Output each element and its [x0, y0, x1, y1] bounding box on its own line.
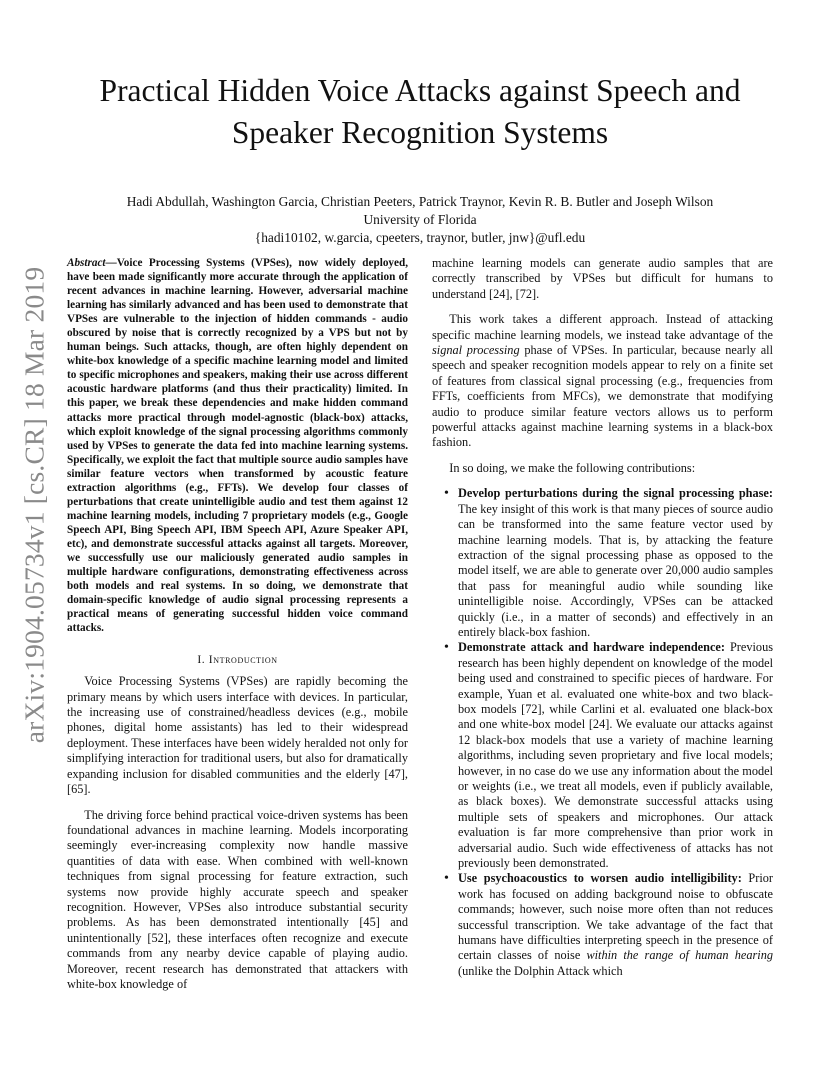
p3-text-a: This work takes a different approach. Instead of attacking specific machine learning models, we instead take advantage of the [432, 312, 773, 342]
contribution-title: Use psychoacoustics to worsen audio intelligibility: [458, 871, 742, 886]
intro-paragraph-4: In so doing, we make the following contributions: [449, 460, 696, 475]
intro-paragraph-3 [432, 312, 773, 451]
contribution-text: The key insight of this work is that many pieces of source audio can be transformed into the same feature vector used by machine learning models. That is, by attacking the feature extraction of the signal processing phase as opposed to the model itself, we are able to generate over 20,000 audio samples that pass for meaningful audio while sounding like unintelligible noise. Accordingly, VPSes can be attacked quickly (i.e., in a matter of seconds) and effectively in an entirely black-box fashion. [458, 501, 773, 639]
intro-paragraph-2: The driving force behind practical voice-driven systems has been foundational advances in machine learning. Models incorporating seemingly ever-increasing complexity now handle massive quantities of data with ease. When combined with well-known techniques from signal processing for feature extraction, such systems now provide highly accurate speech and speaker recognition. However, VPSes also introduce substantial security problems. As has been demonstrated intentionally [45] and unintentionally [52], these interfaces often recognize and execute commands from any nearby device capable of playing audio. Moreover, recent research has demonstrated that attackers with white-box knowledge of [67, 807, 408, 991]
contributions-list [444, 486, 773, 979]
list-item [444, 871, 773, 979]
abstract-label: Abstract [67, 257, 106, 269]
intro-paragraph-2-continued: machine learning models can generate audio samples that are correctly transcribed by VPSes but difficult for humans to understand [24], [72]. [432, 256, 773, 301]
p3-text-b: phase of VPSes. In particular, because nearly all speech and speaker recognition models appear to rely on a finite set of features from classical signal processing (e.g., frequencies from FFTs, coefficients from MFCs), we demonstrate that modifying audio to produce similar feature vectors allows us to perform powerful attacks against machine learning systems in a black-box fashion. [432, 343, 774, 450]
p3-emphasis: signal processing [432, 343, 520, 358]
paper-title: Practical Hidden Voice Attacks against Speech and Speaker Recognition Systems [99, 73, 741, 150]
left-column [67, 256, 408, 1002]
list-item [444, 640, 773, 871]
right-column [432, 256, 773, 979]
section-heading-introduction: I. Introduction [197, 653, 278, 667]
contribution-text: (unlike the Dolphin Attack which [458, 963, 623, 978]
author-list: Hadi Abdullah, Washington Garcia, Christian Peeters, Patrick Traynor, Kevin R. B. Butler and Joseph Wilson [126, 194, 714, 209]
abstract-text: —Voice Processing Systems (VPSes), now widely deployed, have been made significantly more accurate through the application of recent advances in machine learning. However, adversarial machine learning has similarly advanced and has been used to demonstrate that VPSes are vulnerable to the injection of hidden commands - audio obscured by noise that is correctly recognized by a VPS but not by human beings. Such attacks, though, are often highly dependent on white-box knowledge of a specific machine learning model and limited to specific microphones and speakers, making their use across different acoustic hardware platforms (and thus their practicality) limited. In this paper, we break these dependencies and make hidden command attacks more practical through model-agnostic (black-box) attacks, which exploit knowledge of the signal processing algorithms commonly used by VPSes to generate the data fed into machine learning systems. Specifically, we exploit the fact that multiple source audio samples have similar feature vectors when transformed by acoustic feature extraction algorithms (e.g., FFTs). We develop four classes of perturbations that create unintelligible audio and test them against 12 machine learning models, including 7 proprietary models (e.g., Google Speech API, Bing Speech API, IBM Speech API, Azure Speaker API, etc), and demonstrate successful attacks against all targets. Moreover, we successfully use our maliciously generated audio samples in multiple hardware configurations, demonstrating effectiveness across both models and real systems. In so doing, we demonstrate that domain-specific knowledge of audio signal processing represents a practical means of generating successful hidden voice command attacks. [67, 257, 408, 635]
list-item [444, 486, 773, 640]
abstract [67, 256, 408, 635]
contribution-text: Prior work has focused on adding background noise to obfuscate commands; however, such noise more often than not reduces successful transcription. We take advantage of the fact that humans have difficulties interpreting speech in the presence of certain classes of noise [458, 871, 774, 963]
contribution-emphasis: within the range of human hearing [586, 948, 773, 963]
arxiv-id: arXiv:1904.05734v1 [cs.CR] 18 Mar 2019 [18, 266, 50, 744]
arxiv-sidebar-stamp [12, 266, 56, 744]
contribution-title: Demonstrate attack and hardware independence: [458, 640, 725, 655]
intro-paragraph-1: Voice Processing Systems (VPSes) are rapidly becoming the primary means by which users interface with devices. In particular, the increasing use of constrained/headless devices (e.g., mobile phones, digital home assistants) has led to their widespread deployment. These interfaces have been widely heralded not only for simplifying interaction for traditional users, but also for dramatically expanding inclusion for disabled communities and the elderly [47], [65]. [67, 674, 408, 797]
affiliation: University of Florida [363, 212, 477, 227]
contribution-text: Previous research has been highly dependent on knowledge of the model being used and constrained to specific pieces of hardware. For example, Yuan et al. evaluated one white-box and two black-box models [72], while Carlini et al. evaluated one black-box and one white-box model [24]. We evaluate our attacks against 12 black-box models that use a variety of machine learning algorithms, including seven proprietary and five local models; however, in no case do we use any information about the model or weights (i.e., we treat all models, even if publicly available, as black boxes). We demonstrate successful attacks using multiple sets of speakers and microphones. Our attack evaluation is far more comprehensive than prior work in adversarial audio. Such wide effectiveness of attacks has not previously been demonstrated. [458, 640, 774, 871]
contribution-title: Develop perturbations during the signal processing phase: [458, 486, 773, 501]
author-emails: {hadi10102, w.garcia, cpeeters, traynor, butler, jnw}@ufl.edu [254, 230, 586, 245]
